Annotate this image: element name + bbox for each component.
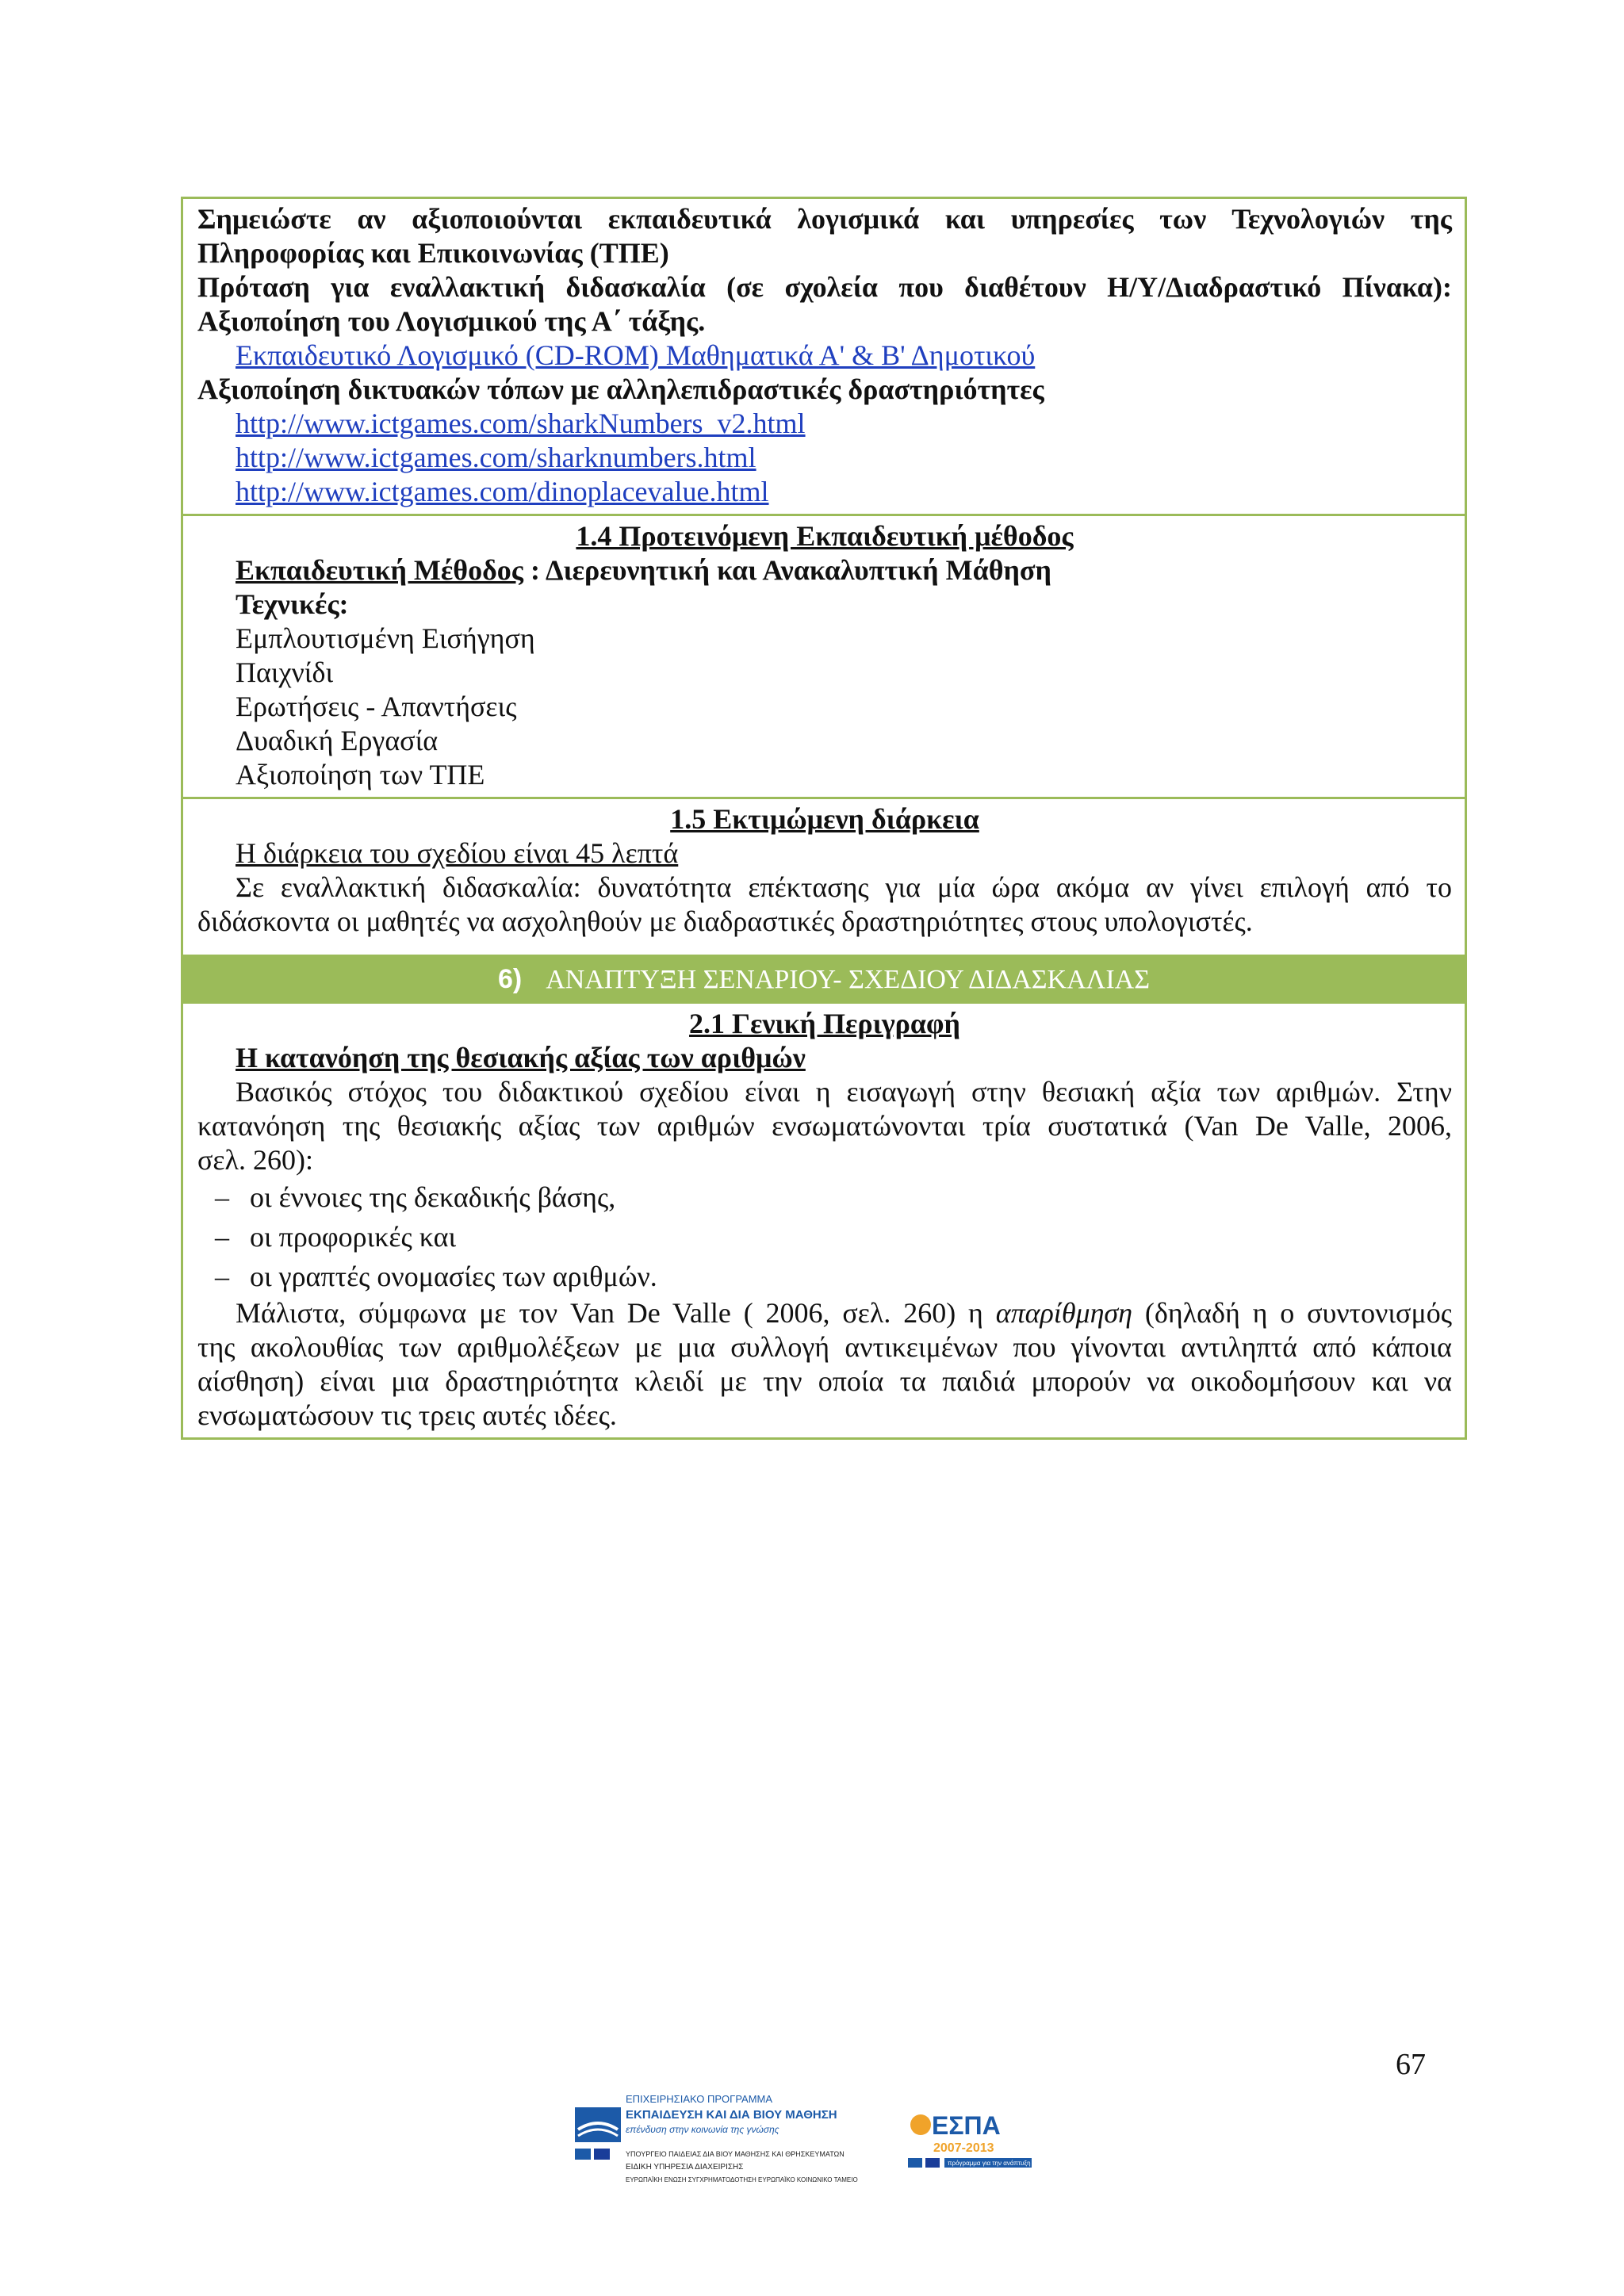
dash-bullet: – bbox=[215, 1261, 229, 1292]
espa-sun-icon bbox=[910, 2114, 931, 2135]
ictgames-link-2[interactable]: http://www.ictgames.com/sharknumbers.html bbox=[236, 442, 756, 473]
ictgames-link-3[interactable]: http://www.ictgames.com/dinoplacevalue.html bbox=[236, 476, 769, 507]
eu-flag-icon bbox=[594, 2149, 610, 2160]
paragraph-1-line-3: σελ. 260): bbox=[197, 1144, 313, 1176]
software-link-row bbox=[197, 339, 1452, 373]
ict-usage-cell bbox=[183, 199, 1465, 516]
techniques-label: Τεχνικές: bbox=[236, 588, 349, 620]
content-table bbox=[181, 197, 1467, 1440]
espa-wordmark: ΕΣΠΑ bbox=[932, 2111, 1001, 2140]
espa-years: 2007-2013 bbox=[933, 2141, 994, 2155]
eu-funding-line: ΕΥΡΩΠΑΪΚΗ ΕΝΩΣΗ ΣΥΓΧΡΗΜΑΤΟΔΟΤΗΣΗ ΕΥΡΩΠΑΪΚΟ ΚΟΙΝΩΝΙΚΟ ΤΑΜΕΙΟ bbox=[626, 2176, 858, 2183]
section-6-number: 6) bbox=[498, 964, 523, 994]
link-row bbox=[197, 407, 1452, 441]
alt-teaching-line-2: Αξιοποίηση του Λογισμικού της Α΄ τάξης. bbox=[197, 305, 706, 337]
duration-extension-line-2: διδάσκοντα οι μαθητές να ασχοληθούν με διαδραστικές δραστηριότητες στους υπολογιστές. bbox=[197, 905, 1253, 937]
section-6-title: ΑΝΑΠΤΥΞΗ ΣΕΝΑΡΙΟΥ- ΣΧΕΔΙΟΥ ΔΙΔΑΣΚΑΛΙΑΣ bbox=[546, 965, 1150, 994]
paragraph-1-line-1: Βασικός στόχος του διδακτικού σχεδίου είναι η εισαγωγή στην θεσιακή αξία των αριθμών. Στην bbox=[236, 1076, 1452, 1108]
section-6-header bbox=[183, 955, 1465, 1004]
paragraph-1-line-2: κατανόηση της θεσιακής αξίας των αριθμών ενσωματώνονται τρία συστατικά (Van De Valle, 2006, bbox=[197, 1110, 1452, 1142]
list-item-text: οι έννοιες της δεκαδικής βάσης, bbox=[250, 1181, 616, 1213]
agency-line: ΕΙΔΙΚΗ ΥΠΗΡΕΣΙΑ ΔΙΑΧΕΙΡΙΣΗΣ bbox=[626, 2163, 744, 2172]
technique-item: Αξιοποίηση των ΤΠΕ bbox=[236, 759, 485, 790]
op-line-1: ΕΠΙΧΕΙΡΗΣΙΑΚΟ ΠΡΟΓΡΑΜΜΑ bbox=[626, 2093, 773, 2105]
list-item bbox=[197, 1257, 1452, 1296]
p2-italic-term: απαρίθμηση bbox=[995, 1297, 1133, 1329]
web-sites-heading: Αξιοποίηση δικτυακών τόπων με αλληλεπιδραστικές δραστηριότητες bbox=[197, 373, 1044, 405]
p2-text-b: (δηλαδή η ο συντονισμός bbox=[1132, 1297, 1452, 1329]
page-number: 67 bbox=[1396, 2048, 1426, 2081]
section-2-1-title: 2.1 Γενική Περιγραφή bbox=[689, 1008, 960, 1039]
section-1-5-title: 1.5 Εκτιμώμενη διάρκεια bbox=[670, 803, 979, 835]
technique-item: Ερωτήσεις - Απαντήσεις bbox=[236, 691, 517, 722]
list-item bbox=[197, 1177, 1452, 1217]
section-1-4-title: 1.4 Προτεινόμενη Εκπαιδευτική μέθοδος bbox=[576, 520, 1074, 552]
paragraph-2-line-1 bbox=[197, 1296, 1452, 1330]
op-line-3: επένδυση στην κοινωνία της γνώσης bbox=[626, 2124, 779, 2135]
list-item-text: οι γραπτές ονομασίες των αριθμών. bbox=[250, 1261, 657, 1292]
software-link[interactable]: Εκπαιδευτικό Λογισμικό (CD-ROM) Μαθηματικά Α' & Β' Δημοτικού bbox=[236, 339, 1036, 371]
technique-item: Δυαδική Εργασία bbox=[236, 725, 439, 756]
duration-cell bbox=[183, 799, 1465, 943]
duration-text: Η διάρκεια του σχεδίου είναι 45 λεπτά bbox=[236, 837, 679, 869]
link-row bbox=[197, 475, 1452, 509]
alt-teaching-line-1: Πρόταση για εναλλακτική διδασκαλία (σε σχολεία που διαθέτουν Η/Υ/Διαδραστικό Πίνακα): bbox=[197, 271, 1452, 303]
footer-logos bbox=[575, 2093, 1051, 2196]
dash-bullet: – bbox=[215, 1221, 229, 1253]
paragraph-2-line-4: ενσωματώσουν τις τρεις αυτές ιδέες. bbox=[197, 1399, 617, 1431]
list-item bbox=[197, 1217, 1452, 1257]
operational-programme-logo bbox=[575, 2093, 858, 2183]
op-line-2: ΕΚΠΑΙΔΕΥΣΗ ΚΑΙ ΔΙΑ ΒΙΟΥ ΜΑΘΗΣΗ bbox=[626, 2108, 837, 2122]
method-label: Εκπαιδευτική Μέθοδος bbox=[236, 554, 523, 586]
ictgames-link-1[interactable]: http://www.ictgames.com/sharkNumbers_v2.html bbox=[236, 408, 806, 439]
duration-extension-line-1: Σε εναλλακτική διδασκαλία: δυνατότητα επέκτασης για μία ώρα ακόμα αν γίνει επιλογή από το bbox=[236, 871, 1452, 903]
ministry-line: ΥΠΟΥΡΓΕΙΟ ΠΑΙΔΕΙΑΣ ΔΙΑ ΒΙΟΥ ΜΑΘΗΣΗΣ ΚΑΙ ΘΡΗΣΚΕΥΜΑΤΩΝ bbox=[626, 2150, 845, 2158]
ict-note-line-1: Σημειώστε αν αξιοποιούνται εκπαιδευτικά λογισμικά και υπηρεσίες των Τεχνολογιών της bbox=[197, 203, 1452, 235]
technique-item: Εμπλουτισμένη Εισήγηση bbox=[236, 622, 535, 654]
general-description-cell bbox=[183, 1004, 1465, 1437]
place-value-subtitle: Η κατανόηση της θεσιακής αξίας των αριθμών bbox=[236, 1042, 806, 1073]
espa-tagline: πρόγραμμα για την ανάπτυξη bbox=[948, 2160, 1031, 2167]
technique-item: Παιχνίδι bbox=[236, 656, 334, 688]
p2-text-a: Μάλιστα, σύμφωνα με τον Van De Valle ( 2006, σελ. 260) η bbox=[236, 1297, 996, 1329]
eu-flag-icon bbox=[925, 2158, 940, 2168]
paragraph-2-line-2: της ακολουθίας των αριθμολέξεων με μια συλλογή αντικειμένων που γίνονται αντιληπτά από κάποια bbox=[197, 1331, 1452, 1363]
teaching-method-cell bbox=[183, 516, 1465, 799]
dash-bullet: – bbox=[215, 1181, 229, 1213]
list-item-text: οι προφορικές και bbox=[250, 1221, 457, 1253]
ict-note-line-2: Πληροφορίας και Επικοινωνίας (ΤΠΕ) bbox=[197, 237, 669, 269]
espa-logo bbox=[908, 2111, 1032, 2168]
link-row bbox=[197, 441, 1452, 475]
paragraph-2-line-3: αίσθηση) είναι μια δραστηριότητα κλειδί με την οποία τα παιδιά μπορούν να οικοδομήσουν και να bbox=[197, 1365, 1452, 1397]
greek-flag-icon bbox=[908, 2158, 922, 2168]
method-value: : Διερευνητική και Ανακαλυπτική Μάθηση bbox=[523, 554, 1051, 586]
method-row bbox=[197, 553, 1452, 587]
greek-flag-icon bbox=[575, 2149, 591, 2160]
